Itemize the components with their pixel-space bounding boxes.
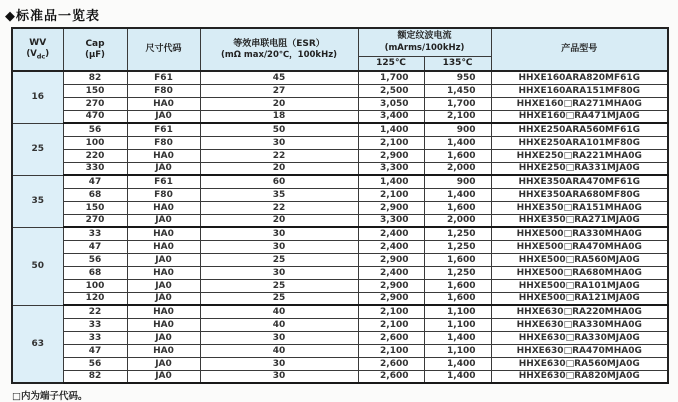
ripple-135-value: 1,600 xyxy=(424,279,491,292)
header-temp-125: 125℃ xyxy=(358,56,424,71)
size-code-value: HA0 xyxy=(127,149,200,162)
table-row xyxy=(12,175,668,188)
size-code-value: HA0 xyxy=(127,318,200,331)
table-row xyxy=(12,201,668,214)
ripple-125-value: 2,100 xyxy=(358,305,424,318)
wv-value: 25 xyxy=(12,123,63,175)
cap-value: 33 xyxy=(63,331,127,344)
ripple-135-value: 1,400 xyxy=(424,136,491,149)
ripple-125-value: 2,100 xyxy=(358,188,424,201)
table-row xyxy=(12,188,668,201)
table-row xyxy=(12,162,668,175)
cap-value: 33 xyxy=(63,227,127,240)
esr-value: 22 xyxy=(200,201,358,214)
ripple-125-value: 1,400 xyxy=(358,123,424,136)
cap-value: 33 xyxy=(63,318,127,331)
cap-value: 22 xyxy=(63,305,127,318)
ripple-125-value: 2,900 xyxy=(358,279,424,292)
esr-value: 25 xyxy=(200,279,358,292)
cap-value: 56 xyxy=(63,357,127,370)
ripple-135-value: 950 xyxy=(424,71,491,84)
ripple-125-value: 2,100 xyxy=(358,344,424,357)
esr-value: 20 xyxy=(200,162,358,175)
size-code-value: F80 xyxy=(127,84,200,97)
product-model-value: HHXE250□RA221MHA0G xyxy=(491,149,668,162)
table-header xyxy=(12,28,668,71)
table-row xyxy=(12,136,668,149)
table-row xyxy=(12,266,668,279)
header-ripple-current xyxy=(358,28,491,56)
product-model-value: HHXE500□RA101MJA0G xyxy=(491,279,668,292)
ripple-125-value: 2,900 xyxy=(358,149,424,162)
ripple-135-value: 1,400 xyxy=(424,331,491,344)
table-row xyxy=(12,279,668,292)
standard-products-table xyxy=(11,27,669,384)
table-row xyxy=(12,71,668,84)
cap-value: 68 xyxy=(63,266,127,279)
cap-value: 47 xyxy=(63,344,127,357)
product-model-value: HHXE350ARA680MF80G xyxy=(491,188,668,201)
ripple-135-value: 1,600 xyxy=(424,253,491,266)
header-esr-unit: (mΩ max/20℃，100kHz) xyxy=(220,49,338,60)
header-cap-unit: (μF) xyxy=(85,49,105,60)
table-row xyxy=(12,84,668,97)
table-row xyxy=(12,292,668,305)
product-model-value: HHXE160ARA151MF80G xyxy=(491,84,668,97)
table-row xyxy=(12,97,668,110)
wv-value: 35 xyxy=(12,175,63,227)
ripple-135-value: 2,000 xyxy=(424,162,491,175)
ripple-125-value: 2,900 xyxy=(358,201,424,214)
header-esr-label: 等效串联电阻（ESR） xyxy=(233,38,325,49)
cap-value: 100 xyxy=(63,136,127,149)
size-code-value: F61 xyxy=(127,71,200,84)
ripple-125-value: 2,400 xyxy=(358,240,424,253)
wv-value: 16 xyxy=(12,71,63,123)
product-model-value: HHXE500□RA470MHA0G xyxy=(491,240,668,253)
page-title: ◆标准品一览表 xyxy=(5,9,100,24)
ripple-135-value: 1,400 xyxy=(424,357,491,370)
ripple-135-value: 1,450 xyxy=(424,84,491,97)
ripple-125-value: 2,400 xyxy=(358,266,424,279)
product-model-value: HHXE350ARA470MF61G xyxy=(491,175,668,188)
cap-value: 270 xyxy=(63,214,127,227)
ripple-135-value: 1,400 xyxy=(424,370,491,383)
table-row xyxy=(12,253,668,266)
size-code-value: JA0 xyxy=(127,253,200,266)
table-row xyxy=(12,227,668,240)
header-cap-label: Cap xyxy=(85,38,105,49)
table-row xyxy=(12,305,668,318)
size-code-value: HA0 xyxy=(127,97,200,110)
size-code-value: JA0 xyxy=(127,214,200,227)
esr-value: 18 xyxy=(200,110,358,123)
ripple-125-value: 3,300 xyxy=(358,214,424,227)
cap-value: 150 xyxy=(63,84,127,97)
product-model-value: HHXE350□RA151MHA0G xyxy=(491,201,668,214)
esr-value: 27 xyxy=(200,84,358,97)
product-model-value: HHXE160□RA271MHA0G xyxy=(491,97,668,110)
esr-value: 30 xyxy=(200,266,358,279)
table-row xyxy=(12,123,668,136)
size-code-value: JA0 xyxy=(127,357,200,370)
ripple-135-value: 1,250 xyxy=(424,240,491,253)
ripple-135-value: 1,600 xyxy=(424,201,491,214)
table-row xyxy=(12,357,668,370)
ripple-125-value: 2,600 xyxy=(358,370,424,383)
ripple-135-value: 1,600 xyxy=(424,149,491,162)
esr-value: 30 xyxy=(200,357,358,370)
size-code-value: HA0 xyxy=(127,266,200,279)
wv-value: 50 xyxy=(12,227,63,305)
size-code-value: JA0 xyxy=(127,279,200,292)
header-size-code: 尺寸代码 xyxy=(127,28,200,71)
cap-value: 47 xyxy=(63,240,127,253)
product-model-value: HHXE250□RA331MJA0G xyxy=(491,162,668,175)
product-model-value: HHXE500□RA680MHA0G xyxy=(491,266,668,279)
ripple-135-value: 1,100 xyxy=(424,305,491,318)
table-row xyxy=(12,214,668,227)
ripple-135-value: 1,400 xyxy=(424,188,491,201)
esr-value: 30 xyxy=(200,227,358,240)
esr-value: 35 xyxy=(200,188,358,201)
product-model-value: HHXE160□RA471MJA0G xyxy=(491,110,668,123)
esr-value: 50 xyxy=(200,123,358,136)
product-model-value: HHXE630□RA330MHA0G xyxy=(491,318,668,331)
cap-value: 47 xyxy=(63,175,127,188)
cap-value: 330 xyxy=(63,162,127,175)
size-code-value: HA0 xyxy=(127,344,200,357)
esr-value: 40 xyxy=(200,318,358,331)
product-model-value: HHXE500□RA560MJA0G xyxy=(491,253,668,266)
product-model-value: HHXE250ARA101MF80G xyxy=(491,136,668,149)
ripple-135-value: 1,100 xyxy=(424,344,491,357)
header-temp-135: 135℃ xyxy=(424,56,491,71)
ripple-125-value: 2,100 xyxy=(358,318,424,331)
esr-value: 45 xyxy=(200,71,358,84)
size-code-value: JA0 xyxy=(127,370,200,383)
cap-value: 100 xyxy=(63,279,127,292)
table-row xyxy=(12,318,668,331)
esr-value: 40 xyxy=(200,305,358,318)
cap-value: 470 xyxy=(63,110,127,123)
header-wv-label: WV xyxy=(29,37,47,48)
ripple-125-value: 2,600 xyxy=(358,357,424,370)
cap-value: 82 xyxy=(63,71,127,84)
ripple-125-value: 3,050 xyxy=(358,97,424,110)
size-code-value: HA0 xyxy=(127,305,200,318)
table-row xyxy=(12,240,668,253)
ripple-125-value: 3,400 xyxy=(358,110,424,123)
product-model-value: HHXE630□RA220MHA0G xyxy=(491,305,668,318)
ripple-135-value: 1,250 xyxy=(424,266,491,279)
cap-value: 220 xyxy=(63,149,127,162)
size-code-value: JA0 xyxy=(127,110,200,123)
esr-value: 25 xyxy=(200,292,358,305)
ripple-125-value: 3,300 xyxy=(358,162,424,175)
cap-value: 150 xyxy=(63,201,127,214)
size-code-value: JA0 xyxy=(127,162,200,175)
size-code-value: F80 xyxy=(127,188,200,201)
table-row xyxy=(12,370,668,383)
product-model-value: HHXE500□RA121MJA0G xyxy=(491,292,668,305)
product-model-value: HHXE630□RA470MHA0G xyxy=(491,344,668,357)
size-code-value: JA0 xyxy=(127,331,200,344)
ripple-125-value: 2,500 xyxy=(358,84,424,97)
ripple-125-value: 2,600 xyxy=(358,331,424,344)
ripple-125-value: 1,700 xyxy=(358,71,424,84)
product-model-value: HHXE630□RA560MJA0G xyxy=(491,357,668,370)
size-code-value: F80 xyxy=(127,136,200,149)
ripple-135-value: 1,700 xyxy=(424,97,491,110)
header-cap xyxy=(63,28,127,71)
esr-value: 30 xyxy=(200,331,358,344)
size-code-value: F61 xyxy=(127,123,200,136)
footnote: □内为端子代码。 xyxy=(12,391,88,402)
header-ripple-label: 额定纹波电流 xyxy=(397,31,452,42)
ripple-135-value: 1,250 xyxy=(424,227,491,240)
esr-value: 20 xyxy=(200,214,358,227)
table-row xyxy=(12,110,668,123)
esr-value: 40 xyxy=(200,344,358,357)
ripple-135-value: 1,100 xyxy=(424,318,491,331)
wv-value: 63 xyxy=(12,305,63,383)
esr-value: 30 xyxy=(200,370,358,383)
ripple-135-value: 2,000 xyxy=(424,214,491,227)
header-wv xyxy=(12,28,63,71)
table-row xyxy=(12,344,668,357)
cap-value: 68 xyxy=(63,188,127,201)
ripple-135-value: 1,600 xyxy=(424,292,491,305)
ripple-125-value: 2,900 xyxy=(358,253,424,266)
table-row xyxy=(12,149,668,162)
header-ripple-unit: (mArms/100kHz) xyxy=(384,42,465,53)
table-row xyxy=(12,331,668,344)
product-model-value: HHXE250ARA560MF61G xyxy=(491,123,668,136)
ripple-135-value: 900 xyxy=(424,175,491,188)
product-model-value: HHXE500□RA330MHA0G xyxy=(491,227,668,240)
ripple-125-value: 2,900 xyxy=(358,292,424,305)
esr-value: 60 xyxy=(200,175,358,188)
ripple-135-value: 900 xyxy=(424,123,491,136)
product-model-value: HHXE630□RA330MJA0G xyxy=(491,331,668,344)
ripple-125-value: 2,400 xyxy=(358,227,424,240)
table-body xyxy=(12,71,668,383)
header-product-model: 产品型号 xyxy=(491,28,668,71)
cap-value: 56 xyxy=(63,253,127,266)
cap-value: 56 xyxy=(63,123,127,136)
size-code-value: JA0 xyxy=(127,292,200,305)
size-code-value: HA0 xyxy=(127,227,200,240)
esr-value: 20 xyxy=(200,97,358,110)
esr-value: 30 xyxy=(200,136,358,149)
header-wv-unit: $(V_{dc})$ xyxy=(26,49,50,61)
ripple-125-value: 1,400 xyxy=(358,175,424,188)
ripple-125-value: 2,100 xyxy=(358,136,424,149)
ripple-135-value: 2,100 xyxy=(424,110,491,123)
size-code-value: HA0 xyxy=(127,240,200,253)
size-code-value: F61 xyxy=(127,175,200,188)
esr-value: 25 xyxy=(200,253,358,266)
size-code-value: HA0 xyxy=(127,201,200,214)
header-esr xyxy=(200,28,358,71)
product-model-value: HHXE160ARA820MF61G xyxy=(491,71,668,84)
cap-value: 270 xyxy=(63,97,127,110)
esr-value: 30 xyxy=(200,240,358,253)
esr-value: 22 xyxy=(200,149,358,162)
product-model-value: HHXE630□RA820MJA0G xyxy=(491,370,668,383)
product-model-value: HHXE350□RA271MJA0G xyxy=(491,214,668,227)
cap-value: 120 xyxy=(63,292,127,305)
cap-value: 82 xyxy=(63,370,127,383)
